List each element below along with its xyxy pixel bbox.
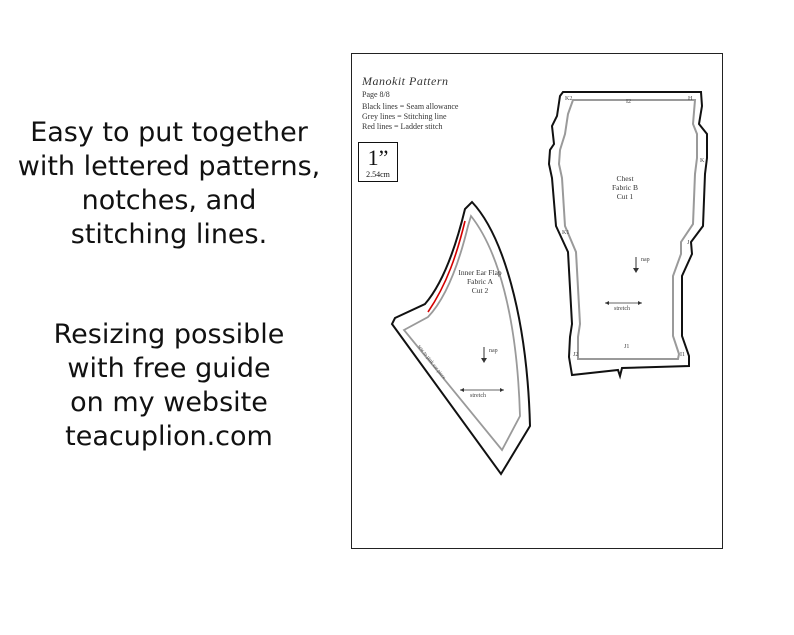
promo-line: stitching lines.	[70, 219, 268, 250]
piece-fabric: Fabric A	[466, 277, 494, 286]
piece-fabric: Fabric B	[611, 183, 639, 192]
ear-nap: nap	[489, 348, 498, 354]
scale-cm: 2.54cm	[366, 170, 390, 179]
piece-name: Chest	[616, 174, 634, 183]
ear-stretch: stretch	[470, 393, 486, 399]
ear-stitch-line	[404, 216, 520, 450]
notch-letter: K2	[565, 96, 573, 102]
notch-letter: H	[688, 96, 693, 102]
piece-cut: Cut 1	[616, 192, 634, 201]
piece-name: Inner Ear Flap	[458, 268, 502, 277]
notch-letter: K1	[562, 230, 570, 236]
notch-letter: J	[687, 240, 690, 246]
chest-stitch-line	[559, 100, 697, 359]
promo-line: with lettered patterns,	[17, 151, 321, 182]
notch-letter: I1	[680, 352, 685, 358]
legend-ladder: Red lines = Ladder stitch	[362, 122, 443, 131]
ear-label	[450, 268, 510, 295]
notch-letter: I2	[626, 99, 631, 105]
pattern-sheet	[351, 53, 723, 549]
chest-seam-outline	[549, 92, 707, 376]
promo-line: on my website	[70, 387, 268, 418]
promo-text-resizing	[0, 318, 338, 454]
scale-inch: 1”	[367, 145, 389, 170]
legend-seam: Black lines = Seam allowance	[362, 102, 459, 111]
notch-letter: J2	[573, 352, 579, 358]
legend-stitch: Grey lines = Stitching line	[362, 112, 447, 121]
notch-letter: K	[700, 158, 705, 164]
chest-label	[600, 174, 650, 201]
page-number: Page 8/8	[362, 90, 390, 99]
promo-line: notches, and	[81, 185, 257, 216]
notch-letter: J1	[624, 344, 630, 350]
promo-line: Resizing possible	[53, 319, 285, 350]
promo-text-assembly	[0, 116, 338, 252]
promo-line: with free guide	[67, 353, 271, 384]
chest-stretch: stretch	[614, 306, 630, 312]
scale-box	[358, 142, 398, 182]
ear-edge-note: sew to pink ear piece	[416, 344, 447, 381]
pattern-title: Manokit Pattern	[362, 74, 449, 88]
chest-nap: nap	[641, 257, 650, 263]
piece-cut: Cut 2	[471, 286, 489, 295]
ear-seam-outline	[392, 202, 530, 474]
promo-line: teacuplion.com	[65, 421, 273, 452]
promo-line: Easy to put together	[30, 117, 308, 148]
